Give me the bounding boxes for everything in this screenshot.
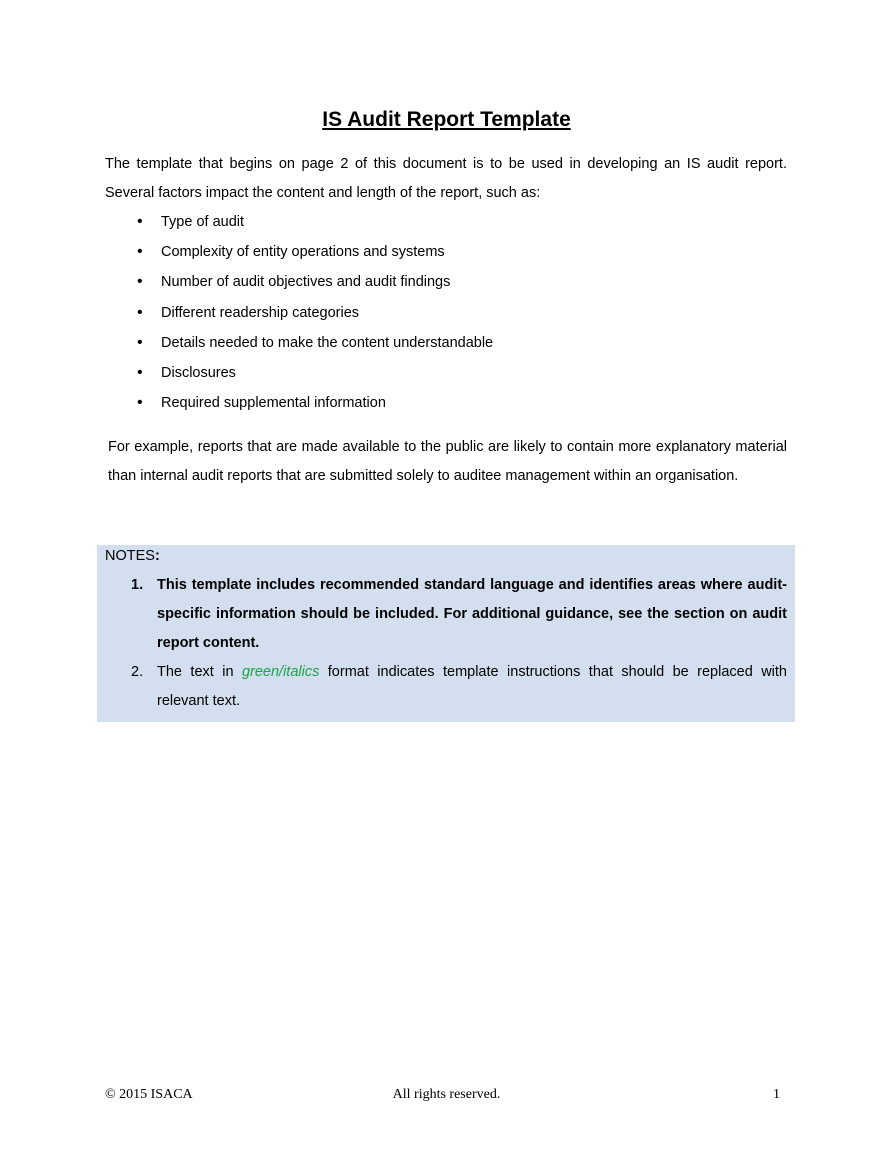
bullet-icon: •: [137, 273, 143, 291]
footer-rights: All rights reserved.: [392, 1087, 501, 1102]
notes-heading: NOTES:: [105, 548, 160, 564]
list-item: • Complexity of entity operations and systems: [105, 237, 787, 267]
list-item: • Details needed to make the content understandable: [105, 328, 787, 358]
bullet-icon: •: [137, 243, 143, 261]
bullet-icon: •: [137, 213, 143, 230]
bullet-icon: •: [137, 394, 143, 412]
list-item: • Number of audit objectives and audit findings: [105, 267, 787, 297]
list-item: • Required supplemental information: [105, 388, 787, 418]
intro-paragraph: The template that begins on page 2 of this document is to be used in developing an IS audit report. Several factors impact the content and length of the report, such as:: [105, 156, 787, 201]
note-text: This template includes recommended standard language and identifies areas where audit-specific information should be included. For additional guidance, see the section on audit report content.: [157, 577, 787, 651]
bullet-icon: •: [137, 303, 143, 321]
document-title: IS Audit Report Template: [322, 108, 571, 131]
note-item: [97, 658, 787, 716]
list-item: • Different readership categories: [105, 298, 787, 328]
bullet-icon: •: [137, 363, 143, 381]
factor-list: [105, 207, 787, 418]
footer-copyright: © 2015 ISACA: [105, 1087, 193, 1102]
bullet-icon: •: [137, 333, 143, 351]
notes-list: [97, 571, 787, 716]
example-paragraph: For example, reports that are made available to the public are likely to contain more explanatory material than internal audit reports that are submitted solely to auditee management within an organisation.: [108, 439, 787, 484]
footer-page-number: 1: [773, 1087, 780, 1102]
note-text-before: The text in: [157, 664, 242, 680]
note-number: 1.: [131, 577, 144, 593]
note-number: 2.: [131, 664, 144, 680]
green-italic-sample: green/italics: [241, 664, 320, 680]
note-item: [97, 571, 787, 658]
notes-box: [97, 545, 795, 722]
list-item: • Disclosures: [105, 358, 787, 388]
list-item: • Type of audit: [105, 207, 787, 237]
note-text-after: format indicates template instructions that should be replaced with relevant text.: [157, 664, 788, 709]
